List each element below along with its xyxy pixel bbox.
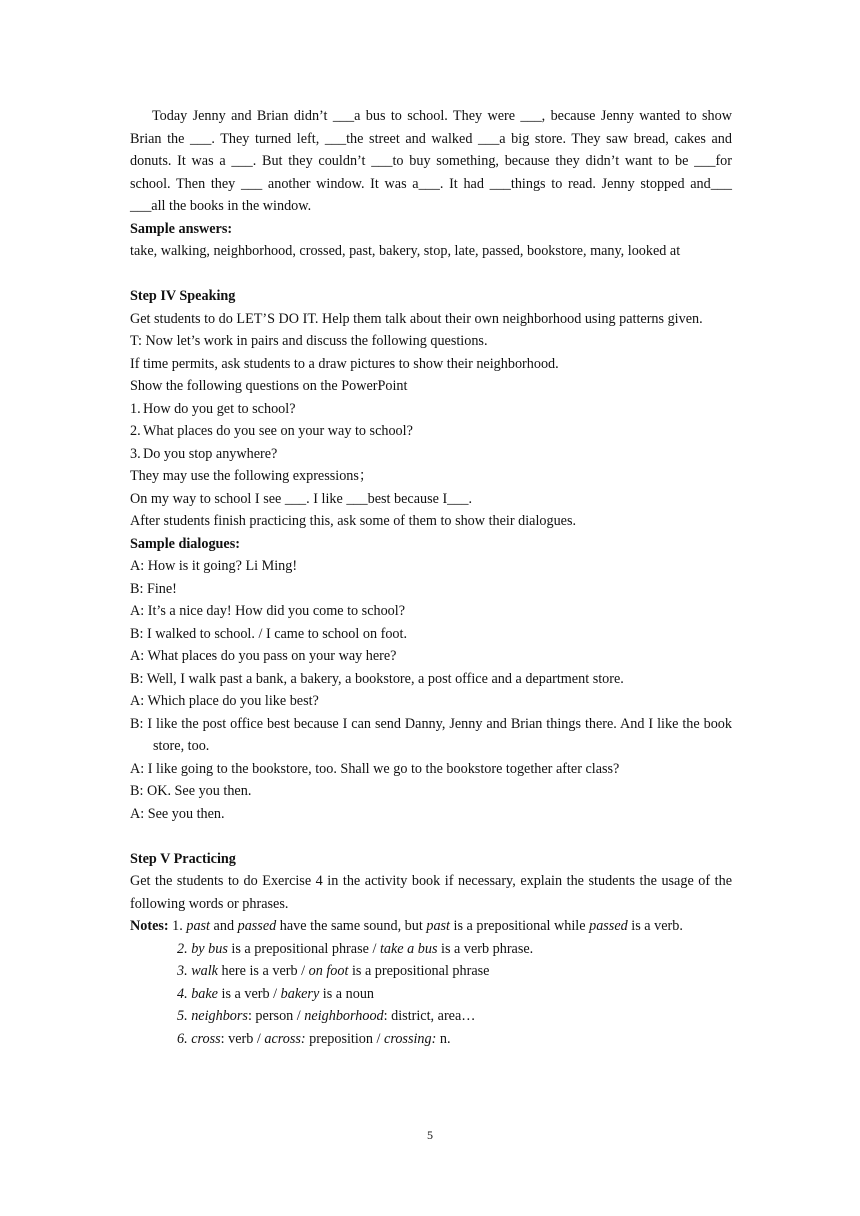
question-number: 1. <box>130 400 141 417</box>
step-5-heading: Step V Practicing <box>130 850 236 867</box>
note-item <box>130 983 732 1006</box>
question-item <box>130 398 732 421</box>
question-item <box>130 443 732 466</box>
powerpoint-instruction: Show the following questions on the PowerPoint <box>130 378 408 394</box>
note-text: have the same sound, but <box>279 918 423 934</box>
note-text: is a prepositional phrase <box>351 963 490 979</box>
note-term: passed <box>237 918 277 934</box>
question-number: 3. <box>130 445 141 462</box>
step-4-heading: Step IV Speaking <box>130 288 236 304</box>
note-term: past <box>186 918 210 934</box>
teacher-instruction: T: Now let’s work in pairs and discuss the following questions. <box>130 333 488 349</box>
dialogue-line: A: I like going to the bookstore, too. Shall we go to the bookstore together after class? <box>130 760 620 777</box>
fill-in-passage: Today Jenny and Brian didn’t ___a bus to school. They were ___, because Jenny wanted to show Brian the ___. They turned left, ___the street and walked ___a big store. They saw bread, cakes and donuts. It was a ___. But they couldn’t ___to buy something, because they didn’t want to be ___for school. Then they ___ another window. It was a___. It had ___things to read. Jenny stopped and___ ___all the books in the window. <box>130 108 732 214</box>
dialogue-line: A: What places do you pass on your way here? <box>130 648 397 664</box>
after-instruction: After students finish practicing this, ask some of them to show their dialogues. <box>130 513 577 529</box>
note-text: is a verb phrase. <box>441 940 534 957</box>
dialogue-line: A: It’s a nice day! How did you come to school? <box>130 603 406 619</box>
note-term: cross <box>191 1030 221 1047</box>
note-term: crossing: <box>384 1030 437 1047</box>
note-term: take a bus <box>379 940 438 957</box>
note-item <box>130 938 732 961</box>
note-term: by bus <box>191 940 228 957</box>
sample-answers-heading: Sample answers: <box>130 220 233 237</box>
note-item <box>130 1028 732 1051</box>
spacer <box>130 825 732 848</box>
step-4-intro: Get students to do LET’S DO IT. Help them talk about their own neighborhood using patterns given. <box>130 310 703 327</box>
note-text: is a prepositional while <box>453 918 586 934</box>
page-content <box>130 105 732 1050</box>
note-number: 3. <box>177 963 188 979</box>
note-text: preposition / <box>309 1030 381 1047</box>
question-text: What places do you see on your way to school? <box>143 423 413 439</box>
note-number: 6. <box>177 1030 188 1047</box>
note-term: on foot <box>308 963 349 979</box>
dialogue-line: B: OK. See you then. <box>130 783 252 799</box>
note-text: is a verb. <box>631 918 683 934</box>
dialogue-line: B: Well, I walk past a bank, a bakery, a bookstore, a post office and a department store. <box>130 670 624 687</box>
note-term: passed <box>589 918 628 934</box>
spacer <box>130 263 732 286</box>
dialogue-line: B: Fine! <box>130 580 177 597</box>
note-item <box>130 915 732 938</box>
note-item <box>130 960 732 983</box>
note-text: is a verb / <box>221 985 278 1002</box>
note-text: and <box>213 918 235 934</box>
note-term: across: <box>264 1030 306 1047</box>
note-text: : verb / <box>220 1030 261 1047</box>
expression-pattern: On my way to school I see ___. I like ___best because I___. <box>130 490 472 507</box>
dialogue-line: A: Which place do you like best? <box>130 693 319 709</box>
page-number: 5 <box>427 1128 433 1142</box>
note-term: neighbors <box>191 1008 248 1024</box>
dialogue-line: B: I walked to school. / I came to school on foot. <box>130 625 407 642</box>
dialogue-line: B: I like the post office best because I can send Danny, Jenny and Brian things there. And I like the book store, too. <box>130 715 732 754</box>
note-text: n. <box>439 1030 451 1047</box>
sample-dialogues-heading: Sample dialogues: <box>130 535 240 552</box>
note-term: bakery <box>280 985 320 1002</box>
note-text: is a noun <box>322 985 375 1002</box>
note-number: 1. <box>172 918 183 934</box>
note-text: is a prepositional phrase / <box>231 940 377 957</box>
question-number: 2. <box>130 423 141 439</box>
note-number: 5. <box>177 1008 188 1024</box>
question-item <box>130 420 732 443</box>
sample-answers-text: take, walking, neighborhood, crossed, past, bakery, stop, late, passed, bookstore, many, looked at <box>130 243 681 259</box>
note-number: 2. <box>177 940 188 957</box>
note-term: neighborhood <box>304 1008 384 1024</box>
note-text: : district, area… <box>383 1008 476 1024</box>
note-number: 4. <box>177 985 188 1002</box>
draw-instruction: If time permits, ask students to a draw pictures to show their neighborhood. <box>130 355 559 372</box>
note-term: walk <box>191 963 218 979</box>
notes-label: Notes: <box>130 918 169 934</box>
step-5-intro: Get the students to do Exercise 4 in the activity book if necessary, explain the students the usage of the following words or phrases. <box>130 873 732 912</box>
expressions-intro: They may use the following expressions； <box>130 468 374 484</box>
dialogue-line: A: How is it going? Li Ming! <box>130 558 298 574</box>
question-text: How do you get to school? <box>143 400 296 417</box>
note-text: here is a verb / <box>221 963 306 979</box>
note-term: past <box>426 918 450 934</box>
dialogue-line: A: See you then. <box>130 805 225 822</box>
question-text: Do you stop anywhere? <box>143 445 278 462</box>
note-item <box>130 1005 732 1028</box>
note-term: bake <box>191 985 218 1002</box>
note-text: : person / <box>247 1008 301 1024</box>
